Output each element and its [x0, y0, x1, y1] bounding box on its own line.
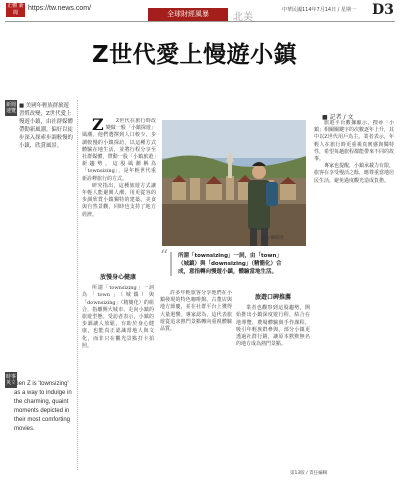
english-box: Gen Z is 'townsizing' as a way to indulge in the charming, quaint moments depicted in their most comforting movies. — [14, 381, 72, 432]
photo-credit: 圖 / 網路社 — [262, 236, 285, 241]
article-column-1 — [82, 118, 156, 268]
english-label: 時事英文 — [5, 374, 16, 386]
paragraph: 專家也提醒，小鎮承載力有限，旅客在享受慢活之餘，應尊重當地居民生活，避免過度觀光造成負擔。 — [314, 163, 394, 184]
paragraph-text: Z世代在旅行時改變做一般「小鎮探遊」風潮。他們選擇到人口較少、步調較慢的小鎮探訪，以這種方式體驗在地生活，並將行程分享至社群媒體，帶動一股「小鎮旅遊」新趨勢。這股風潮稱為「townsizing」，是年輕世代重新詮釋旅行的方式。 — [82, 118, 156, 182]
paragraph: 研究指出，這種旅遊方式讓年輕人能避開人潮，用更從容的步調欣賞小鎮獨特的建築、美食與自然景觀，同時也支持了地方經濟。 — [82, 182, 156, 218]
pull-quote: 所謂「townsizing」一詞，由「town」（城鎮）與「downsizing」（精簡化）合成，意指轉向慢遊小鎮，體驗當地生活。 — [170, 252, 290, 276]
header-divider — [5, 21, 395, 22]
summary-text: ■ 美國年輕族群旅遊習慣改變，Z世代愛上慢遊小鎮，由社群媒體帶動新風潮。偏好以徒步深入探索步調較慢的小鎮，欣賞風景。 — [19, 103, 73, 149]
quote-mark-icon: “ — [160, 246, 169, 265]
site-url[interactable]: https://tw.news.com/ — [28, 5, 92, 12]
article-column-5 — [314, 120, 394, 466]
paragraph: 業者也觀察到這股趨勢，開始推出小鎮深度遊行程，結合在地導覽、農場體驗與手作課程，吸引年輕族群參與。部分小鎮更透過社群行銷，讓原本默默無名的地方成為熱門景點。 — [236, 305, 310, 348]
photo-graphic — [162, 120, 306, 246]
region-label: 北美 — [233, 12, 253, 23]
paragraph: 許多年輕旅客分享他們在小鎮發現的特色咖啡館、古董店與地方節慶，並在社群平台上獲得大量迴響。專家認為，這代表旅遊從追求熱門景點轉向重視體驗品質。 — [160, 290, 232, 333]
section-tag: 全球財經風暴 — [148, 8, 228, 21]
article-column-2 — [82, 270, 154, 466]
byline: ■ 記者 / 文 — [322, 114, 354, 121]
subheading: 放慢身心健康 — [99, 274, 136, 281]
summary-label: 新聞速覽 — [5, 102, 16, 114]
article-photo — [162, 120, 306, 246]
page-title: Z世代愛上慢遊小鎮 — [92, 42, 298, 68]
paragraph: 旅遊平台數據顯示，搜尋「小鎮」相關關鍵字的次數逐年上升，其中以Z世代用戶為主。業者表示，年輕人在旅行時更重視真實感與獨特性，希望每趟旅程都能帶來不同的故事。 — [314, 120, 394, 163]
page-footer: 第13版 / 責任編輯 — [290, 471, 328, 476]
paragraph: 所謂「townsizing」一詞為「town」（城鎮）與「downsizing」（精簡化）的組合，指離開大城市、走向小鎮的旅遊型態。受訪者表示，小鎮的步調讓人放鬆，有助於身心健康，也能真正認識當地人與文化，而非只在觀光景點打卡拍照。 — [82, 285, 154, 349]
article-column-4 — [236, 290, 310, 466]
subheading: 旅遊口碑推薦 — [254, 294, 291, 301]
dateline: 中華民國114年7月14日 / 星期一 — [282, 7, 356, 13]
column-divider — [77, 100, 78, 470]
newspaper-logo: 正體 新聞 — [7, 3, 24, 16]
paragraph — [82, 118, 156, 183]
page-code: D3 — [372, 2, 394, 18]
dropcap: Z — [92, 118, 104, 134]
article-column-3 — [160, 290, 232, 466]
